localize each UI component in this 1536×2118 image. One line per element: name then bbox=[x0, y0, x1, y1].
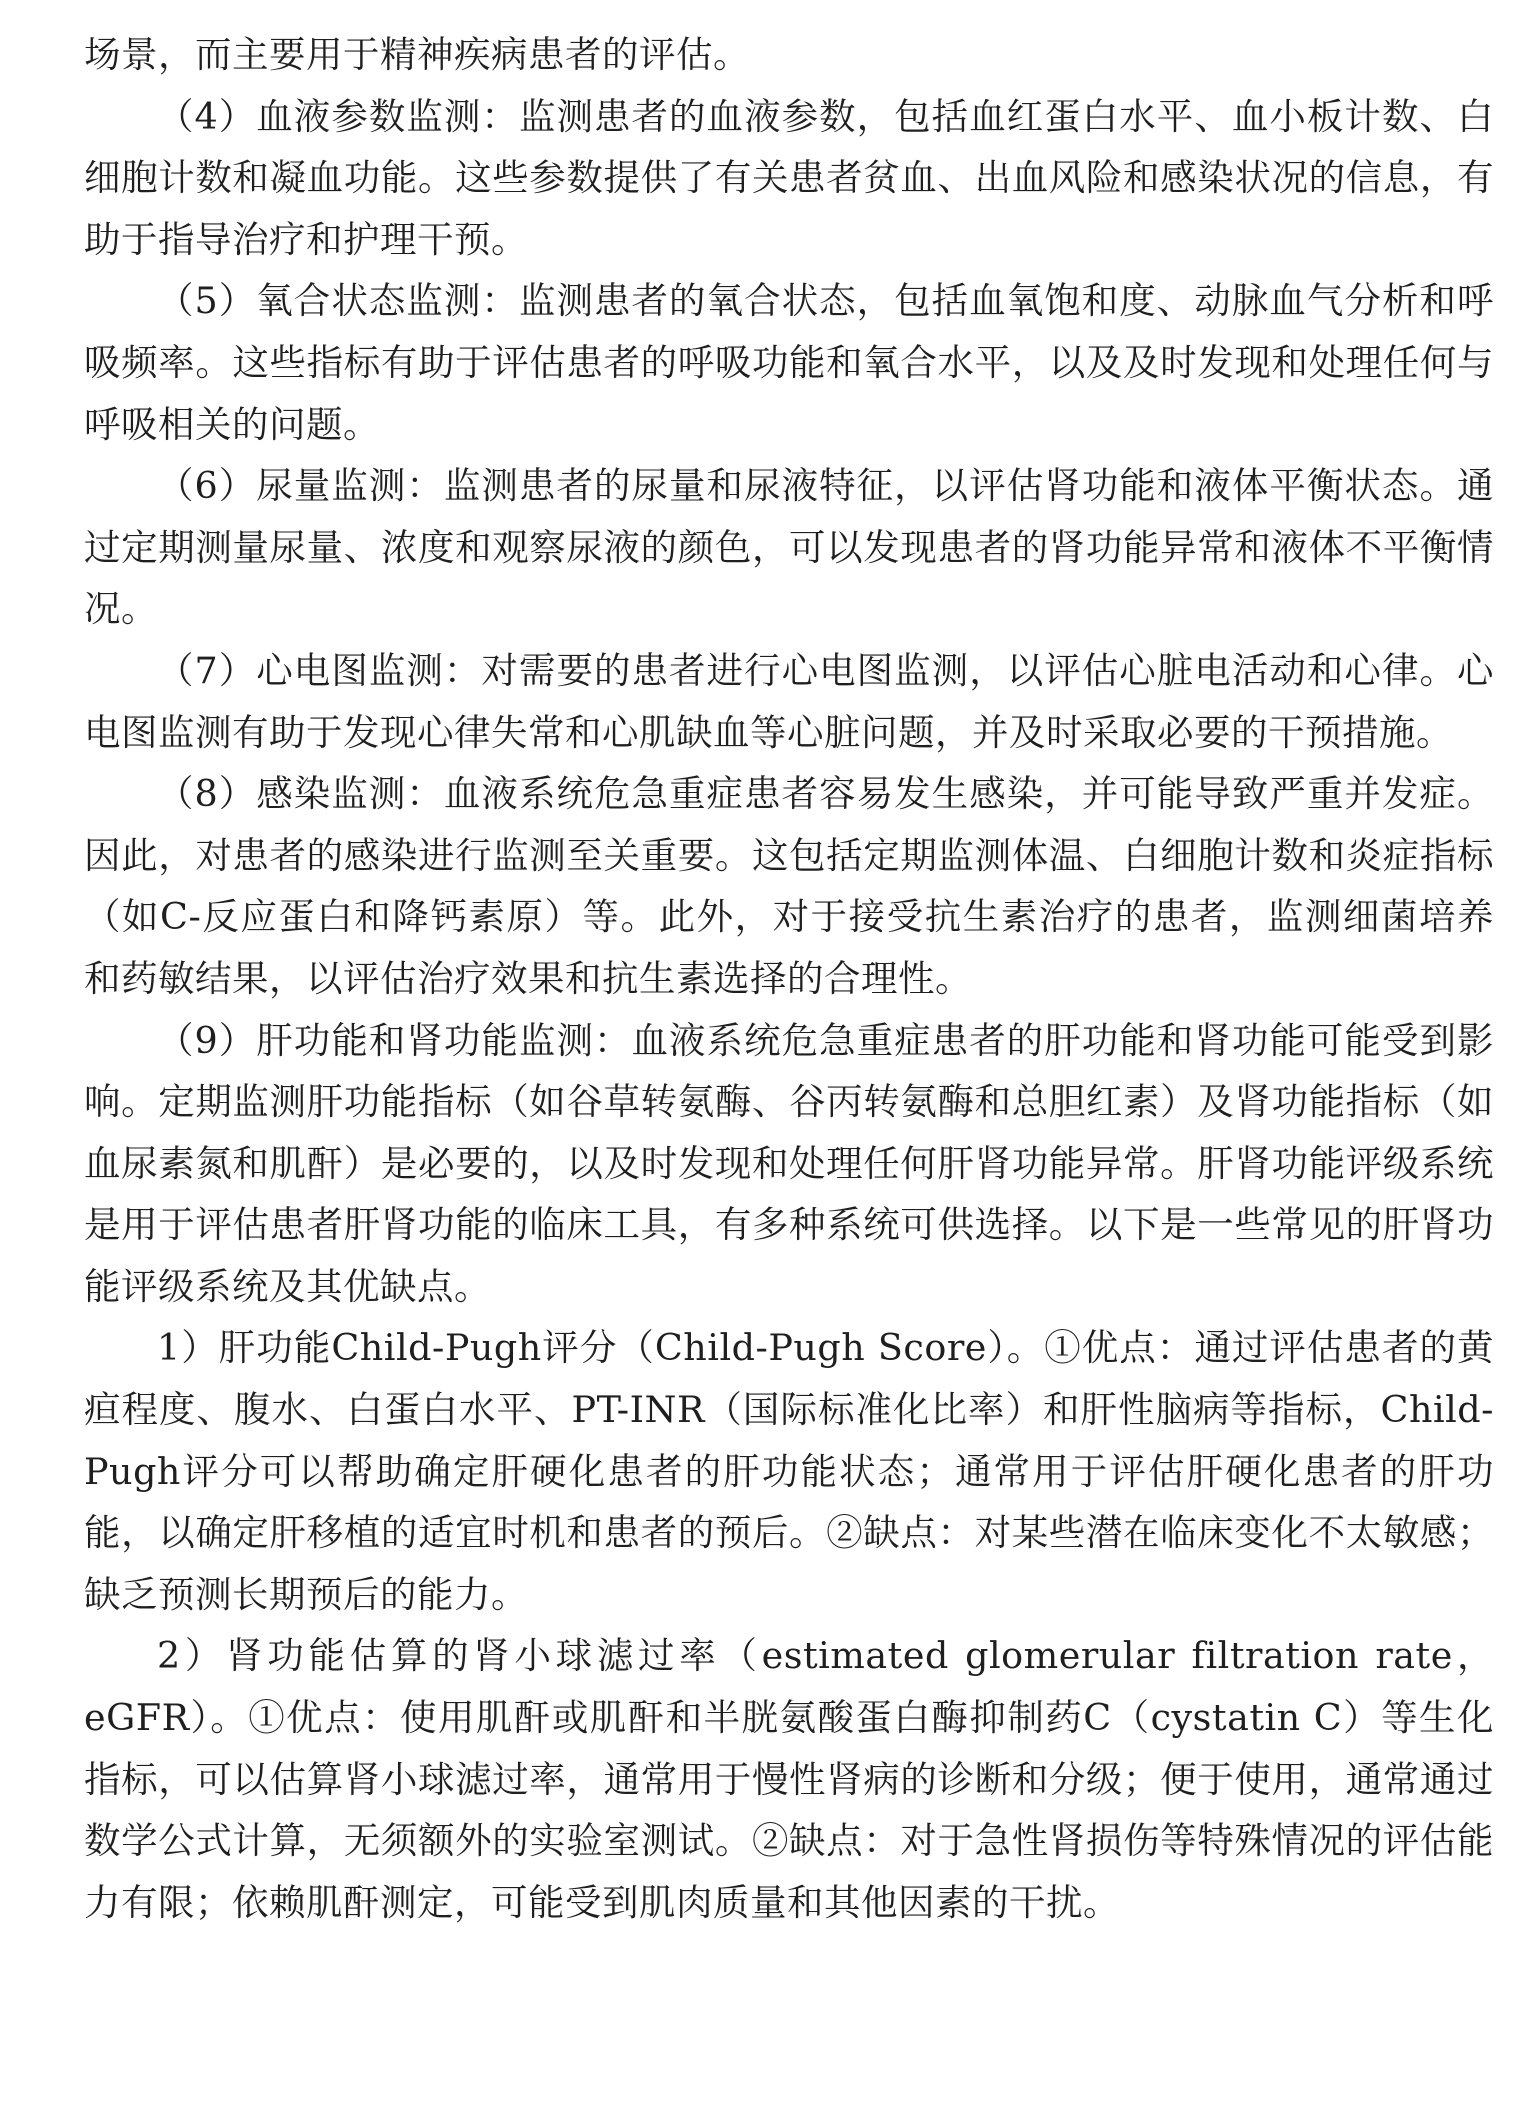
paragraph-blood-parameters: （4）血液参数监测：监测患者的血液参数，包括血红蛋白水平、血小板计数、白细胞计数和凝血功能。这些参数提供了有关患者贫血、出血风险和感染状况的信息，有助于指导治疗和护理干预。 bbox=[84, 94, 1494, 261]
paragraph-child-pugh: 1）肝功能Child-Pugh评分（Child-Pugh Score）。①优点：通过评估患者的黄疸程度、腹水、白蛋白水平、PT-INR（国际标准化比率）和肝性脑病等指标，Child-Pugh评分可以帮助确定肝硬化患者的肝功能状态；通常用于评估肝硬化患者的肝功能，以确定肝移植的适宜时机和患者的预后。②缺点：对某些潜在临床变化不太敏感；缺乏预测长期预后的能力。 bbox=[84, 1326, 1494, 1616]
paragraph-urine-output: （6）尿量监测：监测患者的尿量和尿液特征，以评估肾功能和液体平衡状态。通过定期测量尿量、浓度和观察尿液的颜色，可以发现患者的肾功能异常和液体不平衡情况。 bbox=[84, 464, 1494, 631]
paragraph-oxygenation: （5）氧合状态监测：监测患者的氧合状态，包括血氧饱和度、动脉血气分析和呼吸频率。这些指标有助于评估患者的呼吸功能和氧合水平，以及及时发现和处理任何与呼吸相关的问题。 bbox=[84, 279, 1494, 446]
paragraph-egfr: 2）肾功能估算的肾小球滤过率（estimated glomerular filtration rate，eGFR）。①优点：使用肌酐或肌酐和半胱氨酸蛋白酶抑制药C（cystatin C）等生化指标，可以估算肾小球滤过率，通常用于慢性肾病的诊断和分级；便于使用，通常通过数学公式计算，无须额外的实验室测试。②缺点：对于急性肾损伤等特殊情况的评估能力有限；依赖肌酐测定，可能受到肌肉质量和其他因素的干扰。 bbox=[84, 1634, 1494, 1924]
paragraph-ecg: （7）心电图监测：对需要的患者进行心电图监测，以评估心脏电活动和心律。心电图监测有助于发现心律失常和心肌缺血等心脏问题，并及时采取必要的干预措施。 bbox=[84, 648, 1494, 754]
paragraph-continuation: 场景，而主要用于精神疾病患者的评估。 bbox=[84, 33, 750, 76]
document-page bbox=[84, 24, 1494, 1933]
paragraph-infection: （8）感染监测：血液系统危急重症患者容易发生感染，并可能导致严重并发症。因此，对患者的感染进行监测至关重要。这包括定期监测体温、白细胞计数和炎症指标（如C-反应蛋白和降钙素原）等。此外，对于接受抗生素治疗的患者，监测细菌培养和药敏结果，以评估治疗效果和抗生素选择的合理性。 bbox=[84, 772, 1494, 1000]
paragraph-liver-kidney: （9）肝功能和肾功能监测：血液系统危急重症患者的肝功能和肾功能可能受到影响。定期监测肝功能指标（如谷草转氨酶、谷丙转氨酶和总胆红素）及肾功能指标（如血尿素氮和肌酐）是必要的，以及时发现和处理任何肝肾功能异常。肝肾功能评级系统是用于评估患者肝肾功能的临床工具，有多种系统可供选择。以下是一些常见的肝肾功能评级系统及其优缺点。 bbox=[84, 1018, 1494, 1308]
